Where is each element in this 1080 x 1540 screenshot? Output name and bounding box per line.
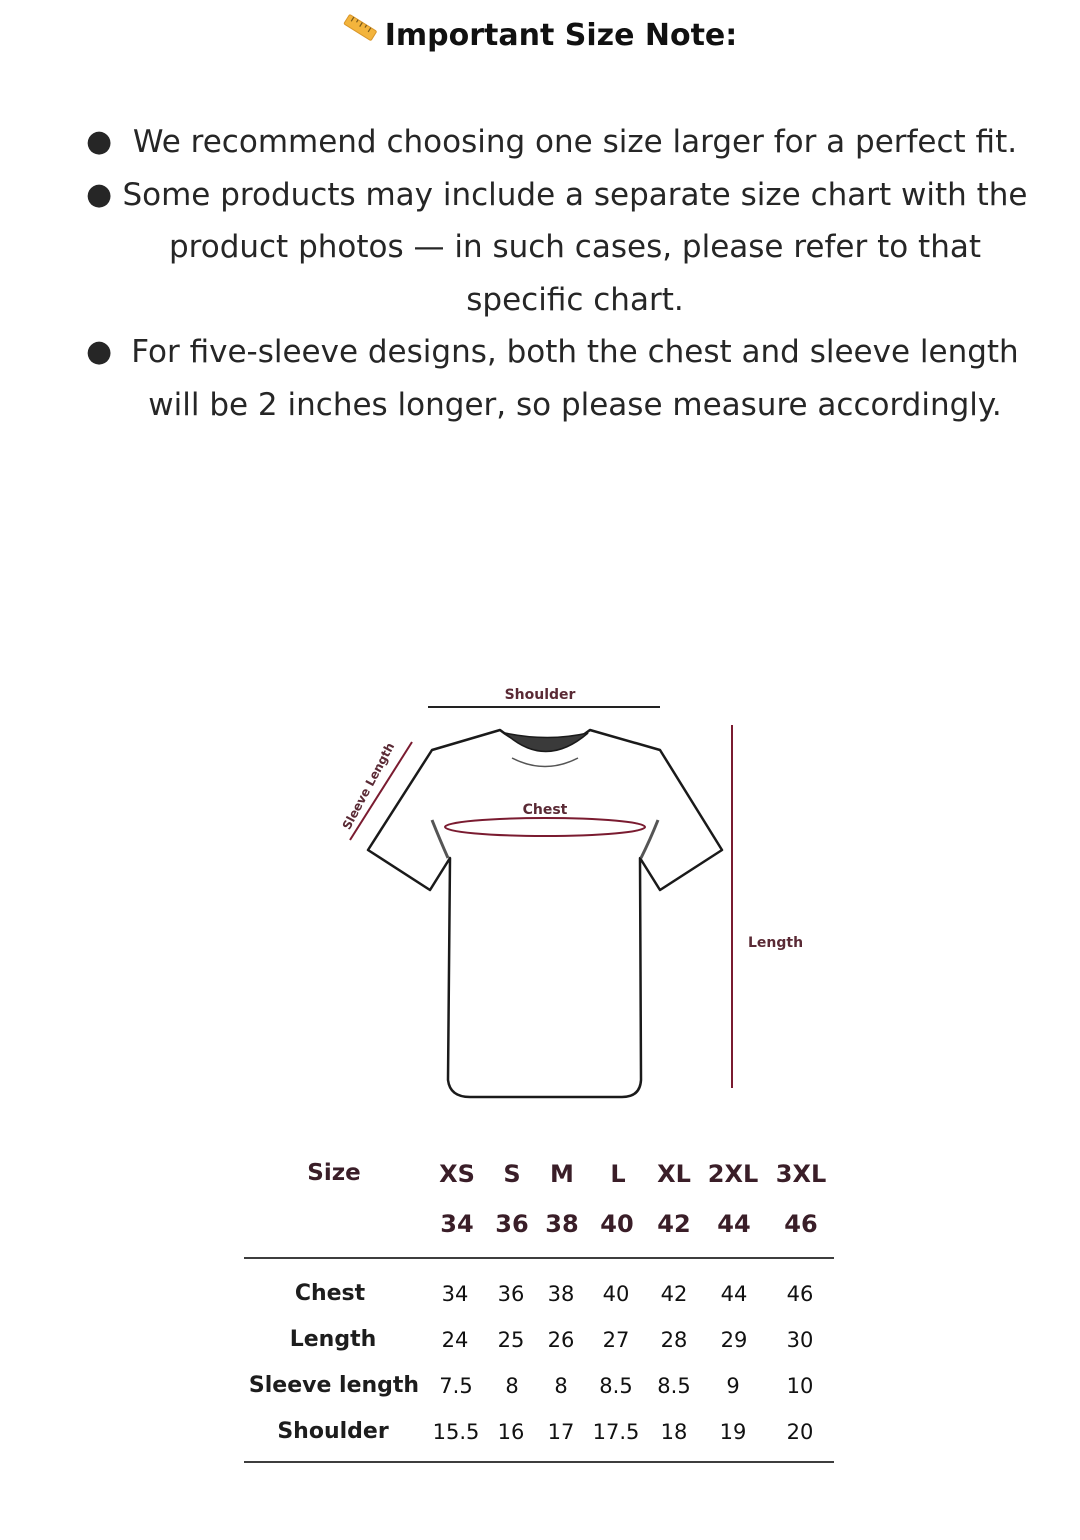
size-note-title: Important Size Note: bbox=[384, 18, 738, 53]
size-code: XL bbox=[657, 1160, 691, 1188]
table-cell: 8.5 bbox=[657, 1374, 691, 1398]
size-code: S bbox=[503, 1160, 521, 1188]
size-code: M bbox=[550, 1160, 574, 1188]
size-note-text: We recommend choosing one size larger for a perfect fit. bbox=[132, 124, 1018, 160]
size-note-item bbox=[0, 116, 1080, 169]
row-label-shoulder: Shoulder bbox=[277, 1419, 389, 1444]
size-chart-table bbox=[240, 1150, 840, 1480]
table-cell: 17 bbox=[547, 1420, 575, 1444]
size-note-text: For five-sleeve designs, both the chest and sleeve length will be 2 inches longer, so please measure accordingly. bbox=[131, 334, 1019, 423]
table-cell: 9 bbox=[726, 1374, 740, 1398]
table-cell: 8 bbox=[505, 1374, 519, 1398]
size-code: XS bbox=[439, 1160, 475, 1188]
length-label: Length bbox=[748, 935, 804, 951]
table-cell: 44 bbox=[720, 1282, 748, 1306]
table-cell: 36 bbox=[497, 1282, 525, 1306]
size-note-item bbox=[0, 169, 1080, 327]
tshirt-outline bbox=[368, 730, 722, 1097]
table-cell: 34 bbox=[441, 1282, 469, 1306]
size-code: 2XL bbox=[707, 1160, 759, 1188]
table-cell: 16 bbox=[497, 1420, 525, 1444]
ruler-icon bbox=[343, 12, 377, 56]
size-number: 40 bbox=[600, 1210, 634, 1238]
table-cell: 20 bbox=[786, 1420, 814, 1444]
size-number: 44 bbox=[717, 1210, 751, 1238]
size-code: L bbox=[610, 1160, 626, 1188]
size-number: 46 bbox=[784, 1210, 818, 1238]
table-cell: 27 bbox=[602, 1328, 630, 1352]
table-cell: 40 bbox=[602, 1282, 630, 1306]
size-number: 42 bbox=[657, 1210, 691, 1238]
table-cell: 42 bbox=[660, 1282, 688, 1306]
table-cell: 7.5 bbox=[439, 1374, 473, 1398]
table-cell: 19 bbox=[719, 1420, 747, 1444]
size-note-list bbox=[0, 116, 1080, 431]
size-number: 34 bbox=[440, 1210, 474, 1238]
bullet-icon: ● bbox=[86, 124, 113, 159]
table-cell: 8.5 bbox=[599, 1374, 633, 1398]
size-code: 3XL bbox=[775, 1160, 827, 1188]
size-note-item bbox=[0, 326, 1080, 431]
bullet-icon: ● bbox=[86, 176, 113, 212]
table-cell: 10 bbox=[786, 1374, 814, 1398]
row-label-length: Length bbox=[289, 1327, 377, 1352]
tshirt-measurement-diagram bbox=[300, 670, 840, 1120]
size-number: 36 bbox=[495, 1210, 529, 1238]
size-note-text: Some products may include a separate size chart with the product photos — in such cases, please refer to that specific chart. bbox=[122, 176, 1028, 318]
table-cell: 25 bbox=[497, 1328, 525, 1352]
table-divider-top bbox=[244, 1257, 834, 1259]
shoulder-label: Shoulder bbox=[504, 687, 576, 703]
table-cell: 30 bbox=[786, 1328, 814, 1352]
size-number: 38 bbox=[545, 1210, 579, 1238]
table-cell: 15.5 bbox=[432, 1420, 480, 1444]
table-cell: 28 bbox=[660, 1328, 688, 1352]
sleeve-length-label: Sleeve Length bbox=[339, 740, 398, 832]
table-cell: 17.5 bbox=[592, 1420, 640, 1444]
table-cell: 8 bbox=[554, 1374, 568, 1398]
table-cell: 18 bbox=[660, 1420, 688, 1444]
table-cell: 24 bbox=[441, 1328, 469, 1352]
table-divider-bottom bbox=[244, 1461, 834, 1463]
table-cell: 29 bbox=[720, 1328, 748, 1352]
table-cell: 26 bbox=[547, 1328, 575, 1352]
row-label-sleeve-length: Sleeve length bbox=[248, 1373, 420, 1398]
size-note-heading bbox=[0, 14, 1080, 59]
table-cell: 46 bbox=[786, 1282, 814, 1306]
table-cell: 38 bbox=[547, 1282, 575, 1306]
size-header-label: Size bbox=[307, 1160, 361, 1186]
chest-label: Chest bbox=[522, 802, 568, 818]
row-label-chest: Chest bbox=[294, 1281, 366, 1306]
bullet-icon: ● bbox=[86, 334, 113, 369]
